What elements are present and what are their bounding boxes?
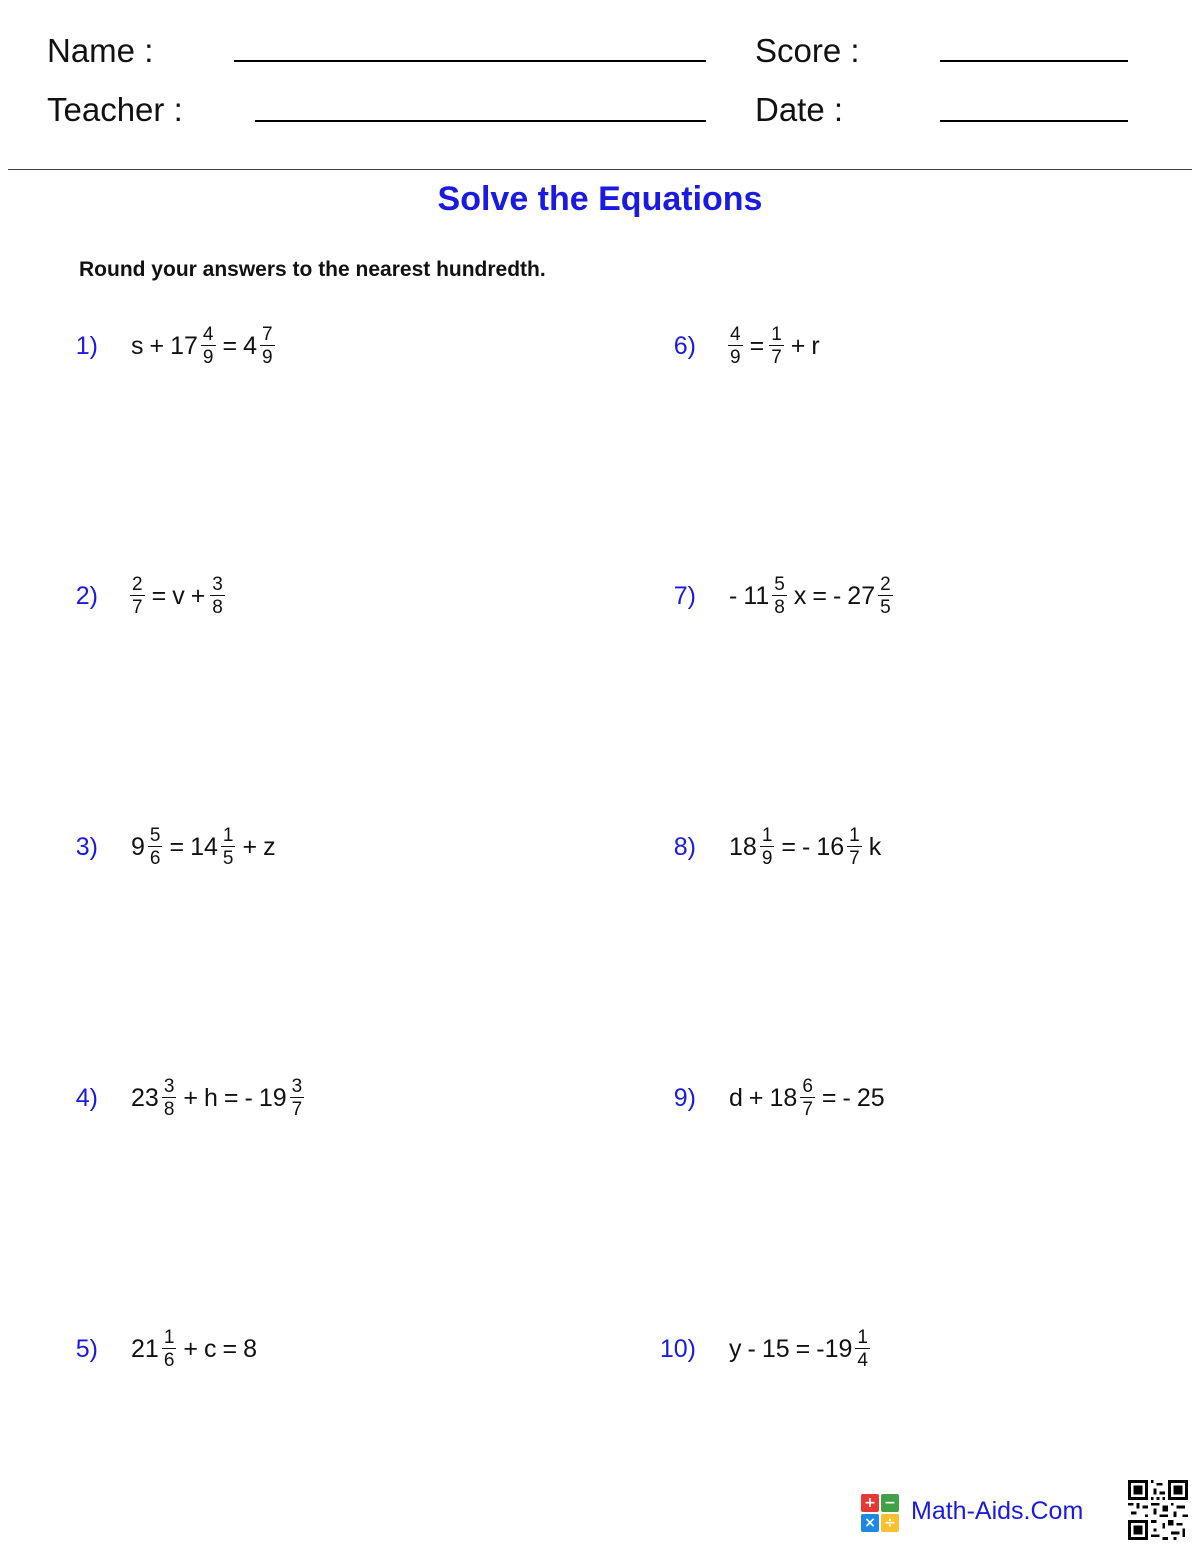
brand-link[interactable]: Math-Aids.Com (911, 1497, 1084, 1525)
fraction-numerator: 2 (880, 574, 891, 595)
fraction (260, 325, 275, 367)
fraction-numerator: 1 (222, 825, 234, 846)
fraction-denominator: 8 (212, 597, 223, 618)
equation-term: 17 (170, 331, 198, 360)
equation-term: 16 (816, 832, 845, 861)
fraction (772, 575, 787, 617)
equation (128, 1328, 260, 1370)
fraction-denominator: 9 (262, 347, 273, 368)
equation-term: = (151, 581, 167, 610)
problem-10 (642, 1319, 874, 1379)
equation-term: = (222, 331, 238, 360)
problem-1 (44, 316, 279, 376)
fraction-denominator: 5 (222, 848, 234, 869)
problem-number: 1) (75, 331, 98, 360)
equation (128, 1077, 308, 1119)
teacher-line[interactable] (255, 120, 706, 122)
fraction-denominator: 5 (880, 597, 891, 618)
fraction (162, 1077, 177, 1119)
equation-term: x (793, 581, 807, 610)
equation-term: 23 (131, 1083, 159, 1112)
fraction-numerator: 5 (774, 574, 785, 595)
fraction-denominator: 6 (163, 1350, 175, 1371)
fraction (148, 826, 163, 868)
fraction-numerator: 7 (262, 324, 273, 345)
score-label: Score : (755, 32, 860, 69)
fraction (221, 826, 236, 868)
name-label: Name : (47, 32, 154, 69)
problem-4 (44, 1068, 308, 1128)
fraction-numerator: 5 (149, 825, 161, 846)
equation (726, 325, 823, 367)
fraction-denominator: 8 (163, 1099, 175, 1120)
fraction (847, 826, 862, 868)
equation-term: = (169, 832, 185, 861)
problem-number: 10) (659, 1334, 696, 1363)
qr-code-icon (1128, 1480, 1188, 1540)
date-line[interactable] (940, 120, 1128, 122)
problem-number: 3) (75, 832, 98, 861)
fraction (760, 826, 775, 868)
fraction (201, 325, 216, 367)
equation-term: y (729, 1334, 742, 1363)
fraction (878, 575, 893, 617)
equation-term: + (190, 581, 206, 610)
problem-5 (44, 1319, 260, 1379)
fraction-numerator: 1 (163, 1327, 175, 1348)
fraction-numerator: 3 (212, 574, 223, 595)
equation (128, 575, 229, 617)
equation-term: + (748, 1083, 764, 1112)
equation (726, 575, 897, 617)
equation-term: + (183, 1083, 198, 1112)
fraction-numerator: 1 (857, 1327, 868, 1348)
logo-times: × (861, 1514, 879, 1532)
fraction (769, 325, 784, 367)
equation-term: 19 (258, 1083, 287, 1112)
problem-6 (642, 316, 823, 376)
equation-term: h (204, 1083, 218, 1112)
equation-term: -19 (816, 1334, 853, 1363)
equation-term: k (868, 832, 882, 861)
equation (726, 826, 884, 868)
instructions: Round your answers to the nearest hundredth. (79, 258, 546, 281)
equation-term: 8 (243, 1334, 258, 1363)
problem-number: 5) (75, 1334, 98, 1363)
fraction-denominator: 9 (761, 848, 773, 869)
equation-term: + (242, 832, 258, 861)
fraction-numerator: 2 (132, 574, 143, 595)
equation-term: 9 (131, 832, 145, 861)
fraction-numerator: 3 (163, 1076, 175, 1097)
equation-term: + (790, 331, 806, 360)
fraction (800, 1077, 815, 1119)
fraction-denominator: 7 (802, 1099, 813, 1120)
equation-term: = (749, 331, 765, 360)
equation-term: = (223, 1083, 239, 1112)
fraction (855, 1328, 870, 1370)
equation-term: - (842, 1083, 851, 1112)
fraction-numerator: 1 (771, 324, 782, 345)
fraction (728, 325, 743, 367)
equation (128, 325, 279, 367)
name-line[interactable] (234, 60, 706, 62)
date-label: Date : (755, 91, 844, 128)
equation (726, 1077, 888, 1119)
equation (128, 826, 279, 868)
problem-3 (44, 817, 279, 877)
score-line[interactable] (940, 60, 1128, 62)
equation-term: 15 (761, 1334, 790, 1363)
equation-term: - (244, 1083, 253, 1112)
fraction-denominator: 6 (149, 848, 161, 869)
equation-term: 11 (743, 581, 770, 610)
fraction-denominator: 7 (771, 347, 782, 368)
equation-term: = (821, 1083, 837, 1112)
teacher-label: Teacher : (47, 91, 183, 128)
equation-term: = (781, 832, 796, 861)
worksheet-title: Solve the Equations (437, 180, 763, 218)
equation-term: = (812, 581, 827, 610)
equation-term: d (729, 1083, 743, 1112)
equation-term: s (131, 331, 144, 360)
fraction (290, 1077, 305, 1119)
equation-term: 14 (190, 832, 218, 861)
fraction-denominator: 9 (730, 347, 741, 368)
fraction-denominator: 4 (857, 1350, 868, 1371)
fraction-denominator: 9 (202, 347, 214, 368)
logo-plus: + (861, 1494, 879, 1512)
fraction (162, 1328, 177, 1370)
problem-number: 8) (673, 832, 696, 861)
problem-number: 6) (673, 331, 696, 360)
equation-term: v (172, 581, 185, 610)
fraction-numerator: 1 (849, 825, 860, 846)
fraction-numerator: 4 (202, 324, 214, 345)
problem-7 (642, 566, 897, 626)
header-divider (8, 169, 1192, 170)
fraction-denominator: 7 (849, 848, 860, 869)
fraction (130, 575, 145, 617)
equation-term: r (811, 331, 820, 360)
equation-term: - (832, 581, 842, 610)
fraction-denominator: 8 (774, 597, 785, 618)
fraction (210, 575, 225, 617)
equation-term: = (795, 1334, 811, 1363)
equation-term: + (183, 1334, 198, 1363)
equation-term: 25 (856, 1083, 885, 1112)
problem-2 (44, 566, 229, 626)
logo-divide: ÷ (881, 1514, 899, 1532)
equation-term: 27 (847, 581, 876, 610)
problem-number: 2) (75, 581, 98, 610)
logo-minus: − (881, 1494, 899, 1512)
equation-term: - (747, 1334, 756, 1363)
equation-term: 21 (131, 1334, 159, 1363)
equation-term: 18 (769, 1083, 798, 1112)
problem-number: 7) (673, 581, 696, 610)
equation-term: + (149, 331, 165, 360)
equation-term: c (204, 1334, 217, 1363)
fraction-numerator: 4 (730, 324, 741, 345)
equation-term: z (263, 832, 276, 861)
equation-term: - (802, 832, 811, 861)
math-aids-logo-icon (861, 1494, 899, 1532)
fraction-numerator: 3 (291, 1076, 303, 1097)
problem-9 (642, 1068, 888, 1128)
fraction-numerator: 6 (802, 1076, 813, 1097)
problem-8 (642, 817, 884, 877)
fraction-numerator: 1 (761, 825, 773, 846)
equation-term: - (729, 581, 738, 610)
equation-term: 4 (243, 331, 258, 360)
problem-number: 4) (75, 1083, 98, 1112)
fraction-denominator: 7 (291, 1099, 303, 1120)
equation (726, 1328, 874, 1370)
problem-number: 9) (673, 1083, 696, 1112)
equation-term: 18 (729, 832, 757, 861)
equation-term: = (222, 1334, 238, 1363)
fraction-denominator: 7 (132, 597, 143, 618)
